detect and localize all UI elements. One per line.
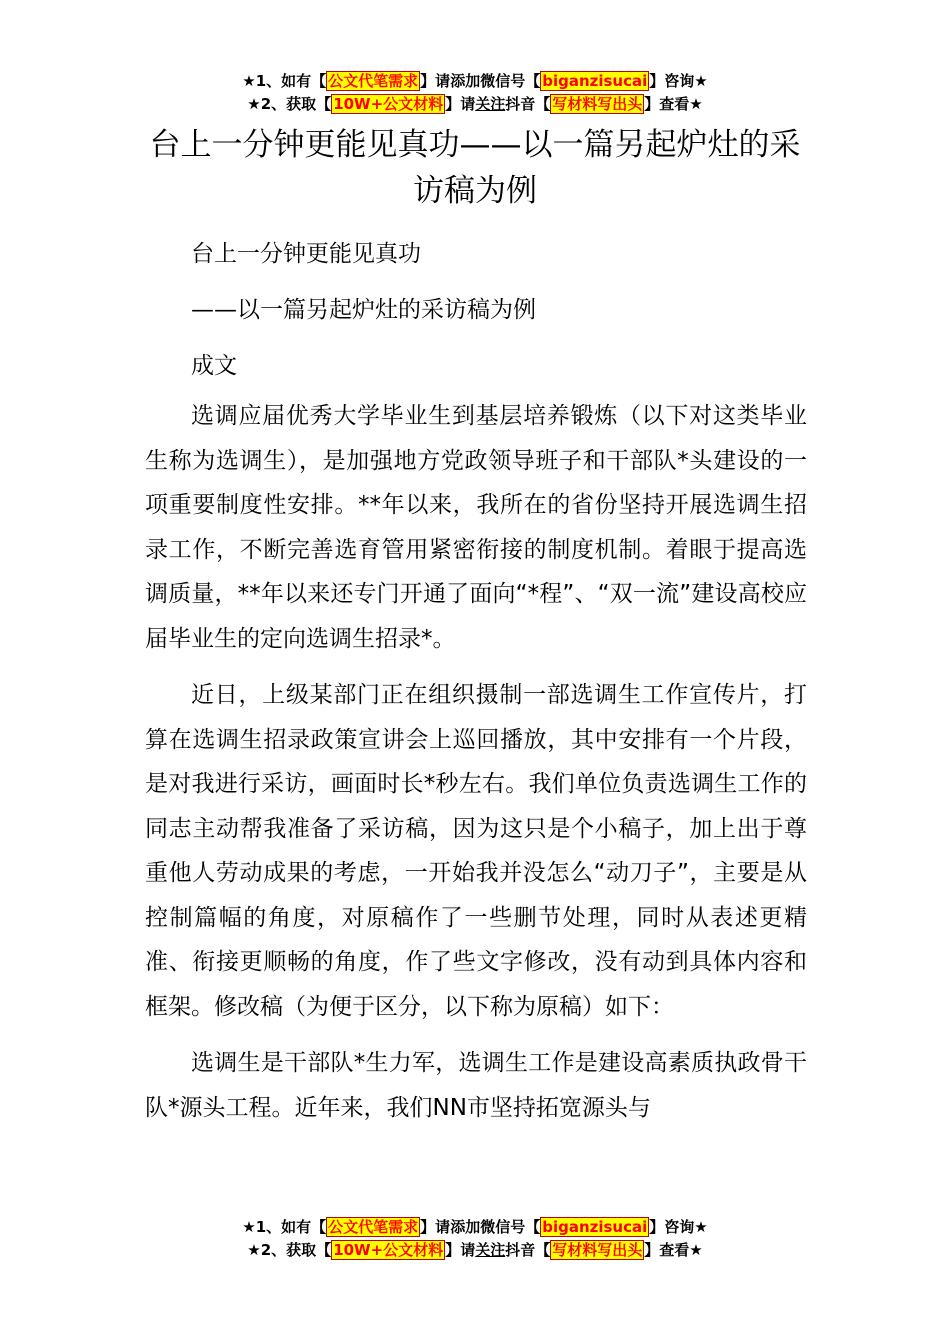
banner-text: ★1、如有【 xyxy=(242,72,327,90)
banner-highlight: 公文代笔需求 xyxy=(328,1218,419,1236)
banner-text: 】查看★ xyxy=(644,95,703,113)
banner-line-1 xyxy=(0,1216,950,1239)
banner-keyword: 添加 xyxy=(450,1218,481,1236)
banner-text: 】咨询★ xyxy=(649,72,708,90)
banner-line-1 xyxy=(0,70,950,93)
banner-highlight: 写材料写出头 xyxy=(552,95,643,113)
banner-text: 抖音【 xyxy=(505,1241,551,1259)
paragraph-3: 选调生是干部队*生力军，选调生工作是建设高素质执政骨干队*源头工程。近年来，我们NN市坚持拓宽源头与 xyxy=(145,1050,807,1121)
section-heading: 成文 xyxy=(191,353,237,379)
bottom-banner xyxy=(0,1216,950,1262)
paragraph-1: 选调应届优秀大学毕业生到基层培养锻炼（以下对这类毕业生称为选调生），是加强地方党政领导班子和干部队*头建设的一项重要制度性安排。**年以来，我所在的省份坚持开展选调生招录工作，不断完善选育管用紧密衔接的制度机制。着眼于提高选调质量，**年以来还专门开通了面向“*程”、“双一流”建设高校应届毕业生的定向选调生招录*。 xyxy=(145,403,807,652)
banner-text: 】请 xyxy=(445,95,476,113)
banner-highlight: 公文代笔需求 xyxy=(328,72,419,90)
banner-line-2 xyxy=(0,93,950,116)
banner-text: 】请 xyxy=(420,1218,451,1236)
banner-highlight: 写材料写出头 xyxy=(552,1241,643,1259)
banner-highlight: 10W+公文材料 xyxy=(333,95,444,113)
banner-text: 】咨询★ xyxy=(649,1218,708,1236)
banner-highlight: biganzisucai xyxy=(542,1218,648,1236)
paragraph-2: 近日，上级某部门正在组织摄制一部选调生工作宣传片，打算在选调生招录政策宣讲会上巡回播放，其中安排有一个片段，是对我进行采访，画面时长*秒左右。我们单位负责选调生工作的同志主动帮我准备了采访稿，因为这只是个小稿子，加上出于尊重他人劳动成果的考虑，一开始我并没怎么“动刀子”，主要是从控制篇幅的角度，对原稿作了一些删节处理，同时从表述更精准、衔接更顺畅的角度，作了些文字修改，没有动到具体内容和框架。修改稿（为便于区分，以下称为原稿）如下： xyxy=(145,682,807,1020)
banner-text: 】请 xyxy=(420,72,451,90)
banner-keyword: 关注 xyxy=(475,1241,506,1259)
subtitle-sub: ——以一篇另起炉灶的采访稿为例 xyxy=(191,297,536,323)
banner-text: ★2、获取【 xyxy=(247,95,332,113)
banner-keyword: 关注 xyxy=(475,95,506,113)
banner-text: 】请 xyxy=(445,1241,476,1259)
top-banner xyxy=(0,70,950,116)
banner-highlight: biganzisucai xyxy=(542,72,648,90)
banner-text: 微信号【 xyxy=(480,1218,541,1236)
subtitle-main: 台上一分钟更能见真功 xyxy=(191,241,421,267)
banner-line-2 xyxy=(0,1239,950,1262)
banner-highlight: 10W+公文材料 xyxy=(333,1241,444,1259)
banner-text: ★1、如有【 xyxy=(242,1218,327,1236)
banner-text: 】查看★ xyxy=(644,1241,703,1259)
document-title: 台上一分钟更能见真功——以一篇另起炉灶的采访稿为例 xyxy=(149,127,801,209)
document-body xyxy=(145,226,807,1142)
banner-keyword: 添加 xyxy=(450,72,481,90)
banner-text: 抖音【 xyxy=(505,95,551,113)
banner-text: 微信号【 xyxy=(480,72,541,90)
banner-text: ★2、获取【 xyxy=(247,1241,332,1259)
